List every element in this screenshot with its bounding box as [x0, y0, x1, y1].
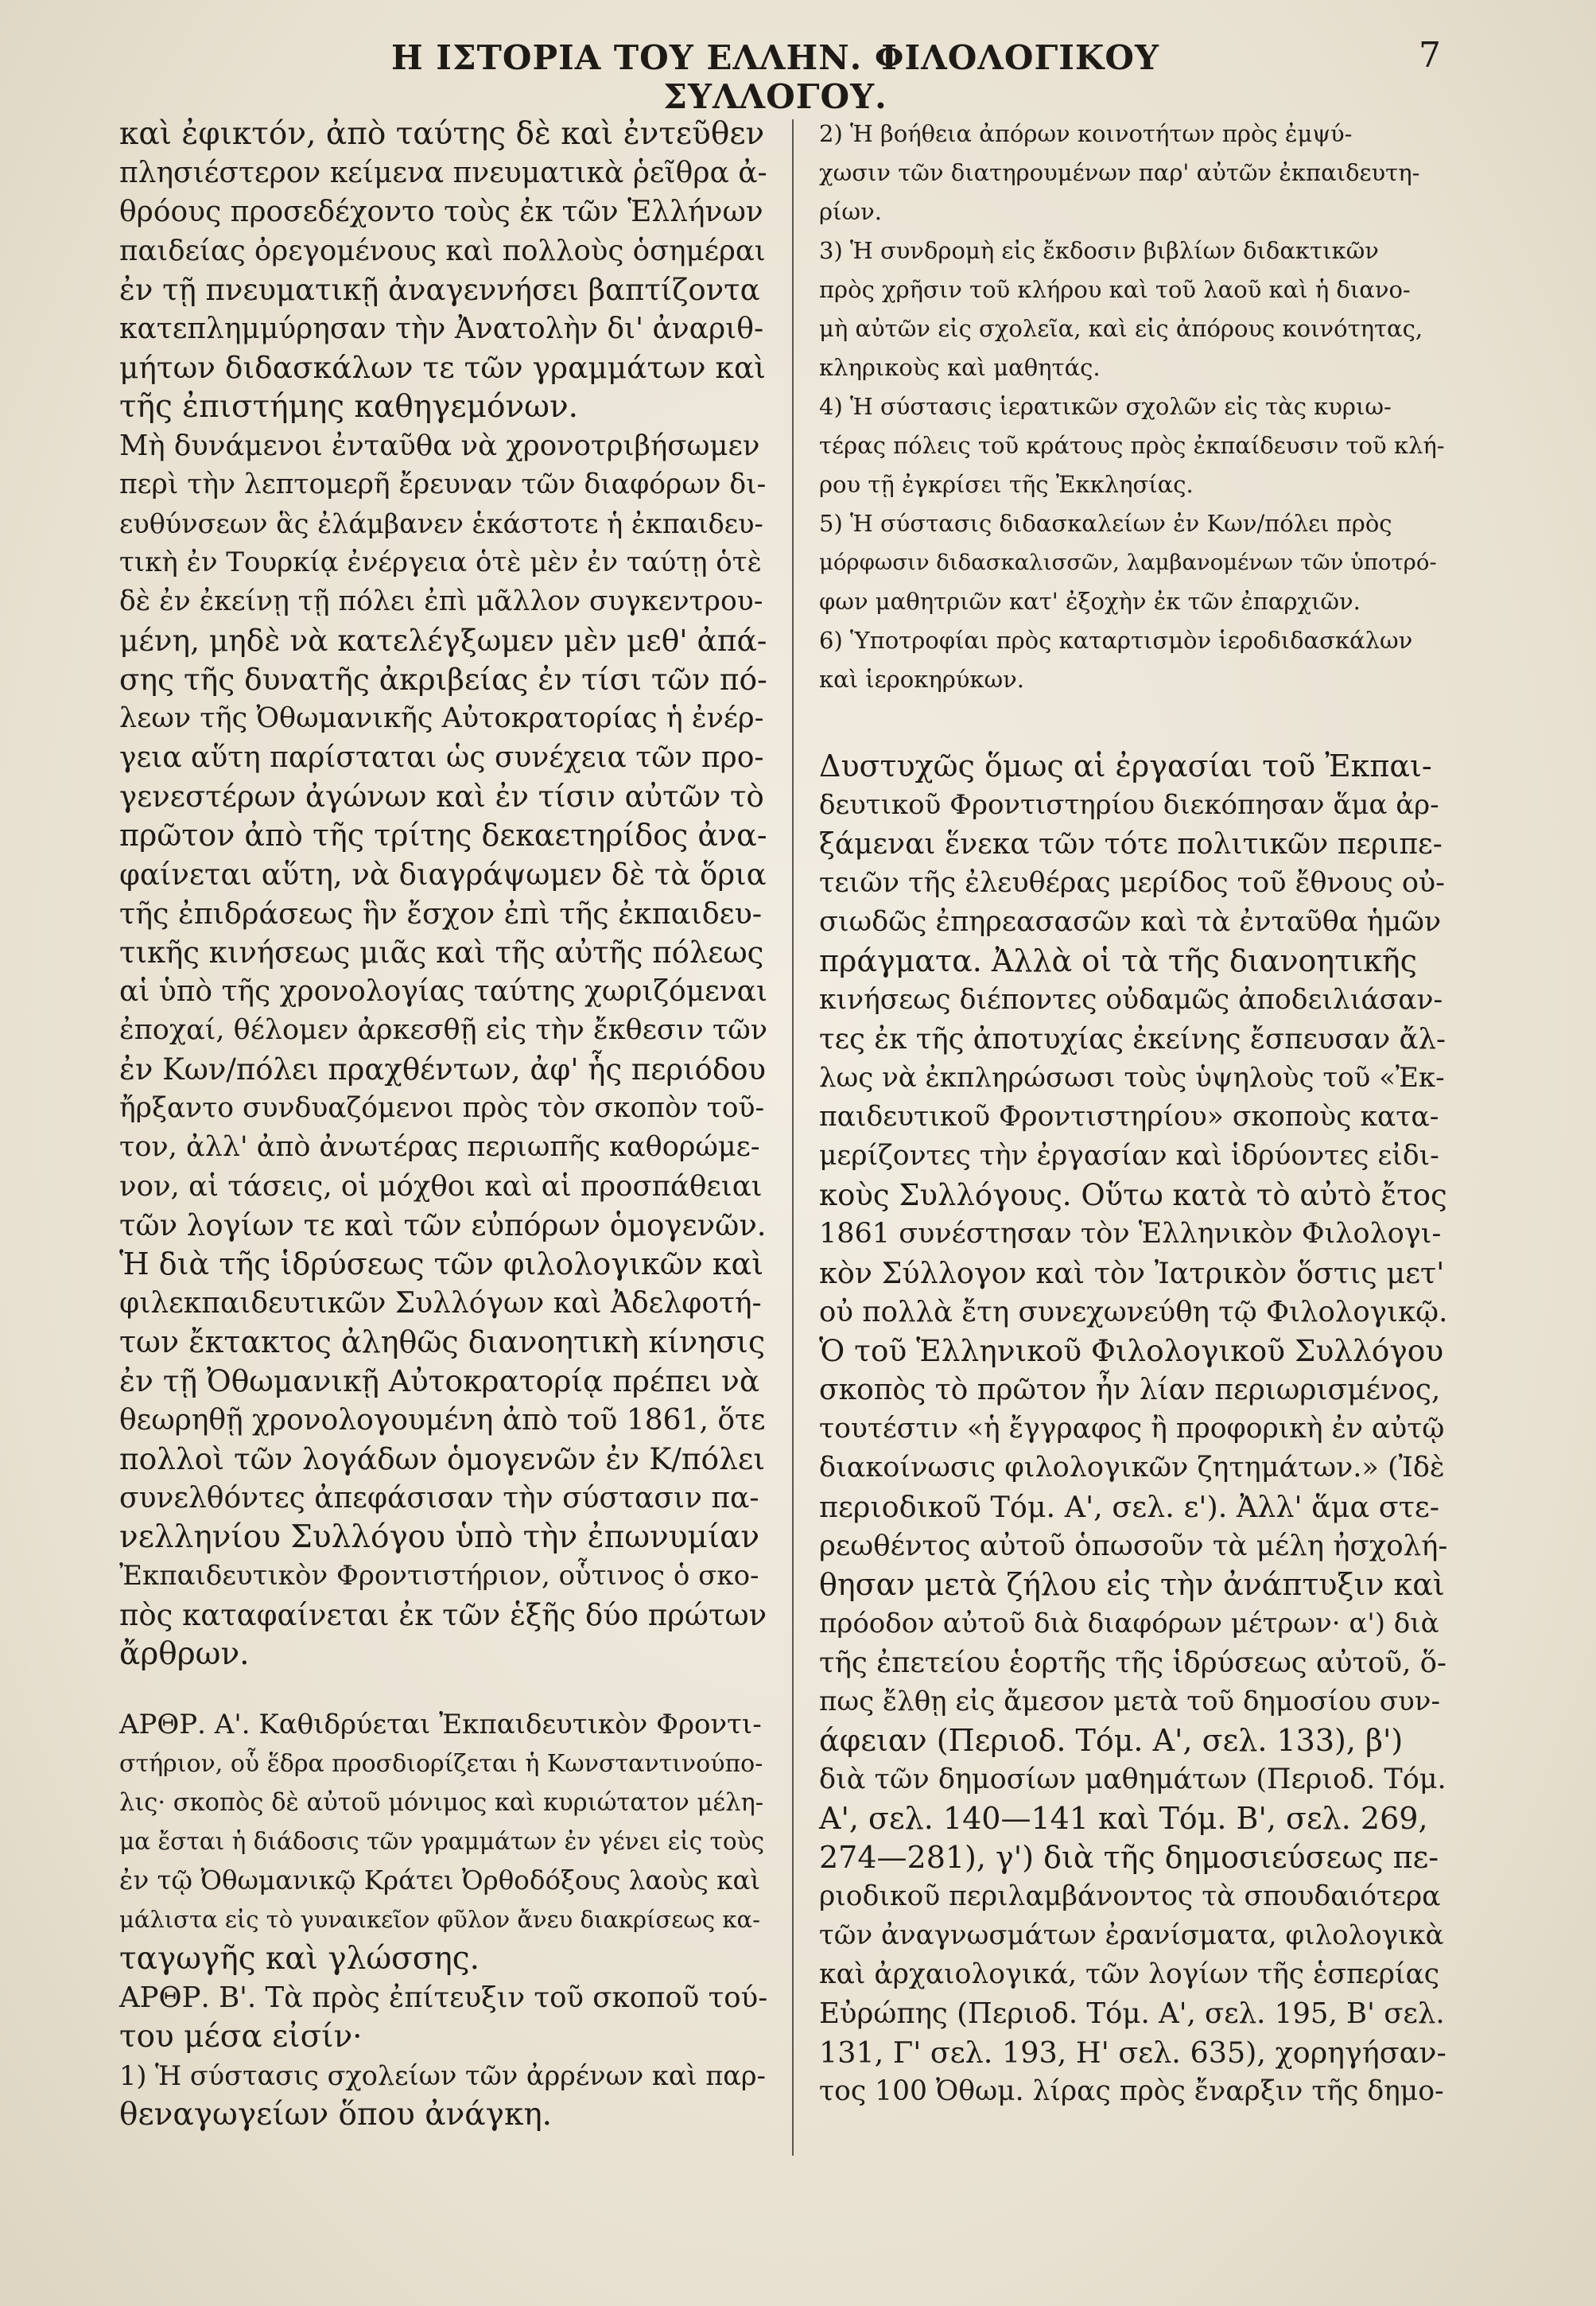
text-line: θησαν μετὰ ζήλου εἰς τὴν ἀνάπτυξιν καὶ	[819, 1567, 1445, 1602]
text-line: κληρικοὺς καὶ μαθητάς.	[819, 354, 1101, 381]
text-line: στήριον, οὗ ἕδρα προσδιορίζεται ἡ Κωνσταντινούπο-	[119, 1750, 763, 1778]
text-line: ρίων.	[819, 198, 882, 225]
text-line: πρῶτον ἀπὸ τῆς τρίτης δεκαετηρίδος ἀνα-	[119, 818, 767, 853]
text-line: 274—281), γ') διὰ τῆς δημοσιεύσεως πε-	[819, 1840, 1439, 1875]
text-line: νον, αἱ τάσεις, οἱ μόχθοι καὶ αἱ προσπάθειαι	[119, 1170, 763, 1203]
text-line: Εὐρώπης (Περιοδ. Τόμ. Α', σελ. 195, Β' σελ.	[819, 1997, 1445, 2030]
text-line: συνελθόντες ἀπεφάσισαν τὴν σύστασιν πα-	[119, 1482, 759, 1515]
text-line: τικῆς κινήσεως μιᾶς καὶ τῆς αὐτῆς πόλεως	[119, 935, 764, 970]
text-line: 131, Γ' σελ. 193, Η' σελ. 635), χορηγήσαν-	[819, 2036, 1446, 2070]
text-line: τῶν λογίων τε καὶ τῶν εὐπόρων ὁμογενῶν.	[119, 1208, 767, 1242]
text-line: φιλεκπαιδευτικῶν Συλλόγων καὶ Ἀδελφοτή-	[119, 1287, 762, 1320]
text-line: γενεστέρων ἀγώνων καὶ ἐν τίσιν αὐτῶν τὸ	[119, 780, 764, 814]
text-line: αἱ ὑπὸ τῆς χρονολογίας ταύτης χωριζόμεναι	[119, 975, 768, 1008]
text-line: πολλοὶ τῶν λογάδων ὁμογενῶν ἐν Κ/πόλει	[119, 1441, 766, 1476]
text-line: θρόους προσεδέχοντο τοὺς ἐκ τῶν Ἑλλήνων	[119, 196, 763, 228]
page-number: 7	[1419, 35, 1441, 76]
text-line: Δυστυχῶς ὅμως αἱ ἐργασίαι τοῦ Ἐκπαι-	[819, 749, 1432, 784]
column-divider	[792, 119, 794, 2156]
text-line: οὐ πολλὰ ἔτη συνεχωνεύθη τῷ Φιλολογικῷ.	[819, 1296, 1448, 1328]
text-line: φων μαθητριῶν κατ' ἐξοχὴν ἐκ τῶν ἐπαρχιῶν.	[819, 588, 1361, 615]
text-line: ταγωγῆς καὶ γλώσσης.	[119, 1941, 480, 1977]
text-line: σης τῆς δυνατῆς ἀκριβείας ἐν τίσι τῶν πό-	[119, 662, 767, 697]
text-line: λεων τῆς Ὀθωμανικῆς Αὐτοκρατορίας ἡ ἐνέρ-	[119, 702, 764, 734]
text-line: μα ἔσται ἡ διάδοσις τῶν γραμμάτων ἐν γένει εἰς τοὺς	[119, 1828, 765, 1855]
text-line: νελληνίου Συλλόγου ὑπὸ τὴν ἐπωνυμίαν	[119, 1519, 760, 1555]
text-line: τος 100 Ὀθωμ. λίρας πρὸς ἔναρξιν τῆς δημο-	[819, 2075, 1444, 2107]
text-line: μὴ αὐτῶν εἰς σχολεῖα, καὶ εἰς ἀπόρους κοινότητας,	[819, 315, 1423, 342]
running-header: Η ΙΣΤΟΡΙΑ ΤΟΥ ΕΛΛΗΝ. ΦΙΛΟΛΟΓΙΚΟΥ ΣΥΛΛΟΓΟΥ.	[391, 38, 1159, 116]
text-line: γεια αὕτη παρίσταται ὡς συνέχεια τῶν προ-	[119, 741, 764, 774]
text-line: καὶ ἀρχαιολογικά, τῶν λογίων τῆς ἑσπερίας	[819, 1958, 1440, 1990]
text-line: σκοπὸς τὸ πρῶτον ἦν λίαν περιωρισμένος,	[819, 1374, 1441, 1406]
text-line: ἐν Κων/πόλει πραχθέντων, ἀφ' ἧς περιόδου	[119, 1052, 766, 1087]
text-line: ρεωθέντος αὐτοῦ ὁπωσοῦν τὰ μέλη ἠσχολή-	[819, 1530, 1448, 1562]
text-line: ἐν τῇ Ὀθωμανικῇ Αὐτοκρατορίᾳ πρέπει νὰ	[119, 1363, 760, 1398]
spacer	[119, 1674, 767, 1705]
left-articles-quote	[119, 1705, 767, 2134]
text-line: διακοίνωσις φιλολογικῶν ζητημάτων.» (Ἰδὲ	[819, 1452, 1445, 1484]
text-line: των ἔκτακτος ἀληθῶς διανοητικὴ κίνησις	[119, 1324, 766, 1359]
text-line: ἄρθρων.	[119, 1636, 250, 1672]
text-line: τέρας πόλεις τοῦ κράτους πρὸς ἐκπαίδευσιν τοῦ κλή-	[819, 432, 1445, 459]
text-line: ἐν τῇ πνευματικῇ ἀναγεννήσει βαπτίζοντα	[119, 273, 760, 307]
text-line: τες ἐκ τῆς ἀποτυχίας ἐκείνης ἔσπευσαν ἄλ-	[819, 1023, 1446, 1056]
text-line: Ἐκπαιδευτικὸν Φροντιστήριον, οὗτινος ὁ σκο-	[119, 1560, 759, 1592]
text-line: λως νὰ ἐκπληρώσωσι τοὺς ὑψηλοὺς τοῦ «Ἐκ-	[819, 1062, 1445, 1094]
text-line: 4) Ἡ σύστασις ἱερατικῶν σχολῶν εἰς τὰς κυριω-	[819, 393, 1392, 420]
text-line: τειῶν τῆς ἐλευθέρας μερίδος τοῦ ἔθνους οὐ-	[819, 867, 1446, 899]
text-line: μήτων διδασκάλων τε τῶν γραμμάτων καὶ	[119, 350, 766, 385]
text-line: 1) Ἡ σύστασις σχολείων τῶν ἀρρένων καὶ παρ-	[119, 2060, 766, 2091]
text-line: μένη, μηδὲ νὰ κατελέγξωμεν μὲν μεθ' ἀπά-	[119, 623, 767, 658]
text-line: δευτικοῦ Φροντιστηρίου διεκόπησαν ἅμα ἀρ-	[819, 789, 1439, 821]
spacer	[819, 699, 1447, 747]
text-line: Μὴ δυνάμενοι ἐνταῦθα νὰ χρονοτριβήσωμεν	[119, 430, 760, 462]
text-line: παιδευτικοῦ Φροντιστηρίου» σκοποὺς κατα-	[819, 1101, 1439, 1133]
text-line: χωσιν τῶν διατηρουμένων παρ' αὐτῶν ἐκπαιδευτη-	[819, 159, 1420, 186]
text-line: τῆς ἐπετείου ἑορτῆς τῆς ἱδρύσεως αὐτοῦ, ὅ-	[819, 1647, 1447, 1679]
right-main-text	[819, 747, 1447, 2111]
text-line: Α', σελ. 140—141 καὶ Τόμ. Β', σελ. 269,	[819, 1801, 1428, 1836]
text-line: ΑΡΘΡ. Α'. Καθιδρύεται Ἐκπαιδευτικὸν Φροντι-	[119, 1709, 762, 1740]
text-line: πρόοδον αὐτοῦ διὰ διαφόρων μέτρων· α') διὰ	[819, 1608, 1439, 1639]
text-line: πὸς καταφαίνεται ἐκ τῶν ἑξῆς δύο πρώτων	[119, 1598, 767, 1632]
text-line: Ἡ διὰ τῆς ἱδρύσεως τῶν φιλολογικῶν καὶ	[119, 1246, 764, 1281]
text-line: καὶ ἱεροκηρύκων.	[819, 666, 1024, 693]
text-line: τουτέστιν «ἡ ἔγγραφος ἢ προφορικὴ ἐν αὐτῷ	[819, 1413, 1445, 1445]
text-line: τον, ἀλλ' ἀπὸ ἀνωτέρας περιωπῆς καθορώμε-	[119, 1131, 760, 1163]
text-line: κοὺς Συλλόγους. Οὕτω κατὰ τὸ αὐτὸ ἔτος	[819, 1178, 1447, 1212]
text-line: Ὁ τοῦ Ἑλληνικοῦ Φιλολογικοῦ Συλλόγου	[819, 1333, 1444, 1368]
text-line: πως ἔλθῃ εἰς ἄμεσον μετὰ τοῦ δημοσίου συν-	[819, 1686, 1440, 1717]
text-line: περιοδικοῦ Τόμ. Α', σελ. ε'). Ἀλλ' ἅμα στε-	[819, 1490, 1440, 1524]
text-line: πρὸς χρῆσιν τοῦ κλήρου καὶ τοῦ λαοῦ καὶ ἡ διανο-	[819, 276, 1411, 303]
right-column	[819, 115, 1447, 2111]
text-line: τῆς ἐπιδράσεως ἣν ἔσχον ἐπὶ τῆς ἐκπαιδευ-	[119, 896, 763, 931]
text-line: διὰ τῶν δημοσίων μαθημάτων (Περιοδ. Τόμ.	[819, 1764, 1446, 1795]
text-line: ἐν τῷ Ὀθωμανικῷ Κράτει Ὀρθοδόξους λαοὺς καὶ	[119, 1865, 761, 1896]
text-line: πράγματα. Ἀλλὰ οἱ τὰ τῆς διανοητικῆς	[819, 943, 1417, 978]
text-line: τῶν ἀναγνωσμάτων ἐρανίσματα, φιλολογικὰ	[819, 1919, 1444, 1951]
text-line: 6) Ὑποτροφίαι πρὸς καταρτισμὸν ἱεροδιδασκάλων	[819, 627, 1413, 654]
text-line: ρου τῇ ἐγκρίσει τῆς Ἐκκλησίας.	[819, 471, 1194, 498]
text-line: μόρφωσιν διδασκαλισσῶν, λαμβανομένων τῶν ὑποτρό-	[819, 550, 1437, 575]
text-line: τικὴ ἐν Τουρκίᾳ ἐνέργεια ὁτὲ μὲν ἐν ταύτῃ ὁτὲ	[119, 546, 762, 578]
text-line: του μέσα εἰσίν·	[119, 2019, 363, 2055]
text-line: κατεπλημμύρησαν τὴν Ἀνατολὴν δι' ἀναριθ-	[119, 313, 764, 345]
text-line: καὶ ἐφικτόν, ἀπὸ ταύτης δὲ καὶ ἐντεῦθεν	[119, 116, 765, 152]
text-line: 2) Ἡ βοήθεια ἀπόρων κοινοτήτων πρὸς ἐμψύ-	[819, 120, 1353, 147]
text-line: περὶ τὴν λεπτομερῆ ἔρευναν τῶν διαφόρων δι-	[119, 469, 767, 500]
text-line: τῆς ἐπιστήμης καθηγεμόνων.	[119, 389, 579, 425]
text-line: 1861 συνέστησαν τὸν Ἑλληνικὸν Φιλολογι-	[819, 1218, 1442, 1250]
text-line: 3) Ἡ συνδρομὴ εἰς ἔκδοσιν βιβλίων διδακτικῶν	[819, 237, 1379, 264]
text-line: φαίνεται αὕτη, νὰ διαγράψωμεν δὲ τὰ ὅρια	[119, 857, 767, 892]
text-line: θεναγωγείων ὅπου ἀνάγκη.	[119, 2097, 553, 2133]
text-line: κὸν Σύλλογον καὶ τὸν Ἰατρικὸν ὅστις μετ'	[819, 1256, 1445, 1290]
text-line: 5) Ἡ σύστασις διδασκαλείων ἐν Κων/πόλει πρὸς	[819, 510, 1392, 537]
text-line: ριοδικοῦ περιλαμβάνοντος τὰ σπουδαιότερα	[819, 1880, 1441, 1912]
left-column	[119, 115, 767, 2134]
text-line: μερίζοντες τὴν ἐργασίαν καὶ ἱδρύοντες εἰδι-	[819, 1140, 1439, 1172]
text-line: ξάμεναι ἕνεκα τῶν τότε πολιτικῶν περιπε-	[819, 828, 1443, 861]
text-line: σιωδῶς ἐπηρεασασῶν καὶ τὰ ἐνταῦθα ἡμῶν	[819, 906, 1442, 938]
text-line: δὲ ἐν ἐκείνῃ τῇ πόλει ἐπὶ μᾶλλον συγκεντρου-	[119, 585, 763, 617]
left-main-text	[119, 115, 767, 1674]
text-line: ευθύνσεων ἃς ἐλάμβανεν ἑκάστοτε ἡ ἐκπαιδευ-	[119, 508, 763, 539]
text-line: ἐποχαί, θέλομεν ἀρκεσθῇ εἰς τὴν ἔκθεσιν τῶν	[119, 1014, 768, 1046]
text-line: παιδείας ὀρεγομένους καὶ πολλοὺς ὁσημέραι	[119, 235, 766, 267]
text-line: ἤρξαντο συνδυαζόμενοι πρὸς τὸν σκοπὸν τοῦ-	[119, 1092, 765, 1124]
text-line: μάλιστα εἰς τὸ γυναικεῖον φῦλον ἄνευ διακρίσεως κα-	[119, 1906, 760, 1933]
text-line: κινήσεως διέποντες οὐδαμῶς ἀποδειλιάσαν-	[819, 984, 1443, 1016]
text-line: λις· σκοπὸς δὲ αὐτοῦ μόνιμος καὶ κυριώτατον μέλη-	[119, 1789, 764, 1817]
text-line: ΑΡΘΡ. Β'. Τὰ πρὸς ἐπίτευξιν τοῦ σκοποῦ τού-	[119, 1981, 768, 2014]
text-line: άφειαν (Περιοδ. Τόμ. Α', σελ. 133), β')	[819, 1723, 1404, 1758]
right-articles-quote	[819, 115, 1447, 699]
text-line: πλησιέστερον κείμενα πνευματικὰ ῥεῖθρα ἀ-	[119, 157, 767, 189]
text-line: θεωρηθῇ χρονολογουμένη ἀπὸ τοῦ 1861, ὅτε	[119, 1404, 766, 1437]
